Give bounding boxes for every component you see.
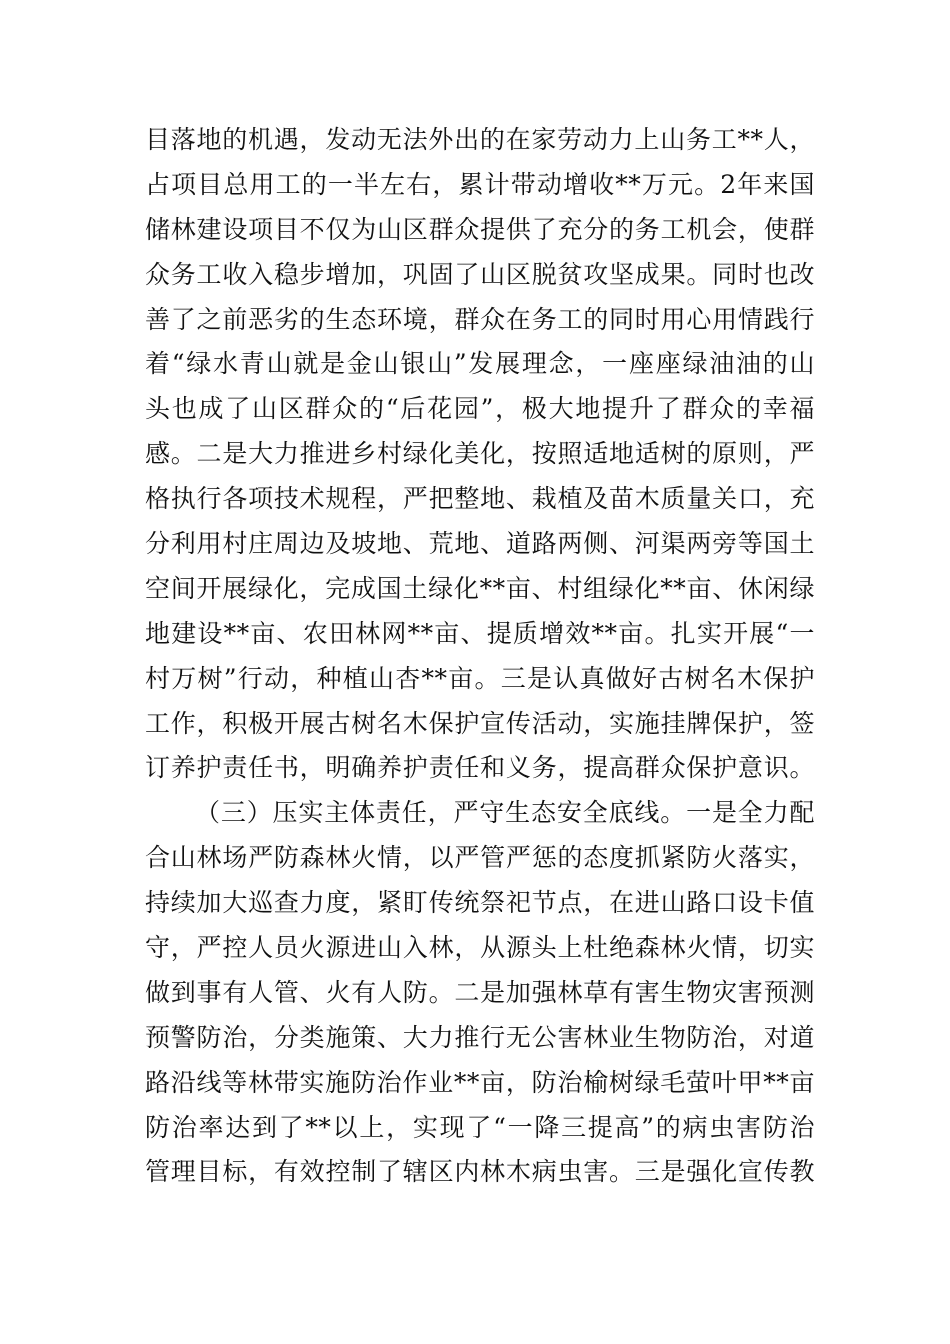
body-text	[145, 118, 815, 1195]
text-line: 感。二是大力推进乡村绿化美化，按照适地适树的原则，严	[145, 439, 815, 469]
text-line: 村万树”行动，种植山杏**亩。三是认真做好古树名木保护	[145, 663, 815, 693]
text-line: 防治率达到了**以上，实现了“一降三提高”的病虫害防治	[145, 1112, 815, 1142]
text-line: 预警防治，分类施策、大力推行无公害林业生物防治，对道	[145, 1022, 815, 1052]
text-line: 储林建设项目不仅为山区群众提供了充分的务工机会，使群	[145, 214, 815, 244]
text-line: 工作，积极开展古树名木保护宣传活动，实施挂牌保护，签	[145, 708, 815, 738]
text-line: 做到事有人管、火有人防。二是加强林草有害生物灾害预测	[145, 977, 815, 1007]
text-line: 格执行各项技术规程，严把整地、栽植及苗木质量关口，充	[145, 484, 815, 514]
text-line: 合山林场严防森林火情，以严管严惩的态度抓紧防火落实，	[145, 843, 815, 873]
section-heading-line: （三）压实主体责任，严守生态安全底线。一是全力配	[195, 798, 815, 828]
text-line: 众务工收入稳步增加，巩固了山区脱贫攻坚成果。同时也改	[145, 259, 815, 289]
text-line: 目落地的机遇，发动无法外出的在家劳动力上山务工**人，	[145, 125, 815, 154]
text-line: 空间开展绿化，完成国土绿化**亩、村组绿化**亩、休闲绿	[145, 573, 815, 603]
text-line: 善了之前恶劣的生态环境，群众在务工的同时用心用情践行	[145, 304, 815, 334]
text-line: 着“绿水青山就是金山银山”发展理念，一座座绿油油的山	[145, 349, 815, 379]
text-line: 订养护责任书，明确养护责任和义务，提高群众保护意识。	[145, 753, 815, 783]
text-line: 管理目标，有效控制了辖区内林木病虫害。三是强化宣传教	[145, 1157, 815, 1187]
text-line: 头也成了山区群众的“后花园”，极大地提升了群众的幸福	[145, 394, 815, 424]
text-line: 持续加大巡查力度，紧盯传统祭祀节点，在进山路口设卡值	[145, 888, 815, 918]
text-line: 守，严控人员火源进山入林，从源头上杜绝森林火情，切实	[145, 933, 815, 963]
text-line: 地建设**亩、农田林网**亩、提质增效**亩。扎实开展“一	[145, 618, 815, 648]
text-line: 占项目总用工的一半左右，累计带动增收**万元。2年来国	[145, 169, 815, 199]
text-line: 路沿线等林带实施防治作业**亩，防治榆树绿毛萤叶甲**亩	[145, 1067, 815, 1097]
text-line: 分利用村庄周边及坡地、荒地、道路两侧、河渠两旁等国土	[145, 529, 815, 559]
